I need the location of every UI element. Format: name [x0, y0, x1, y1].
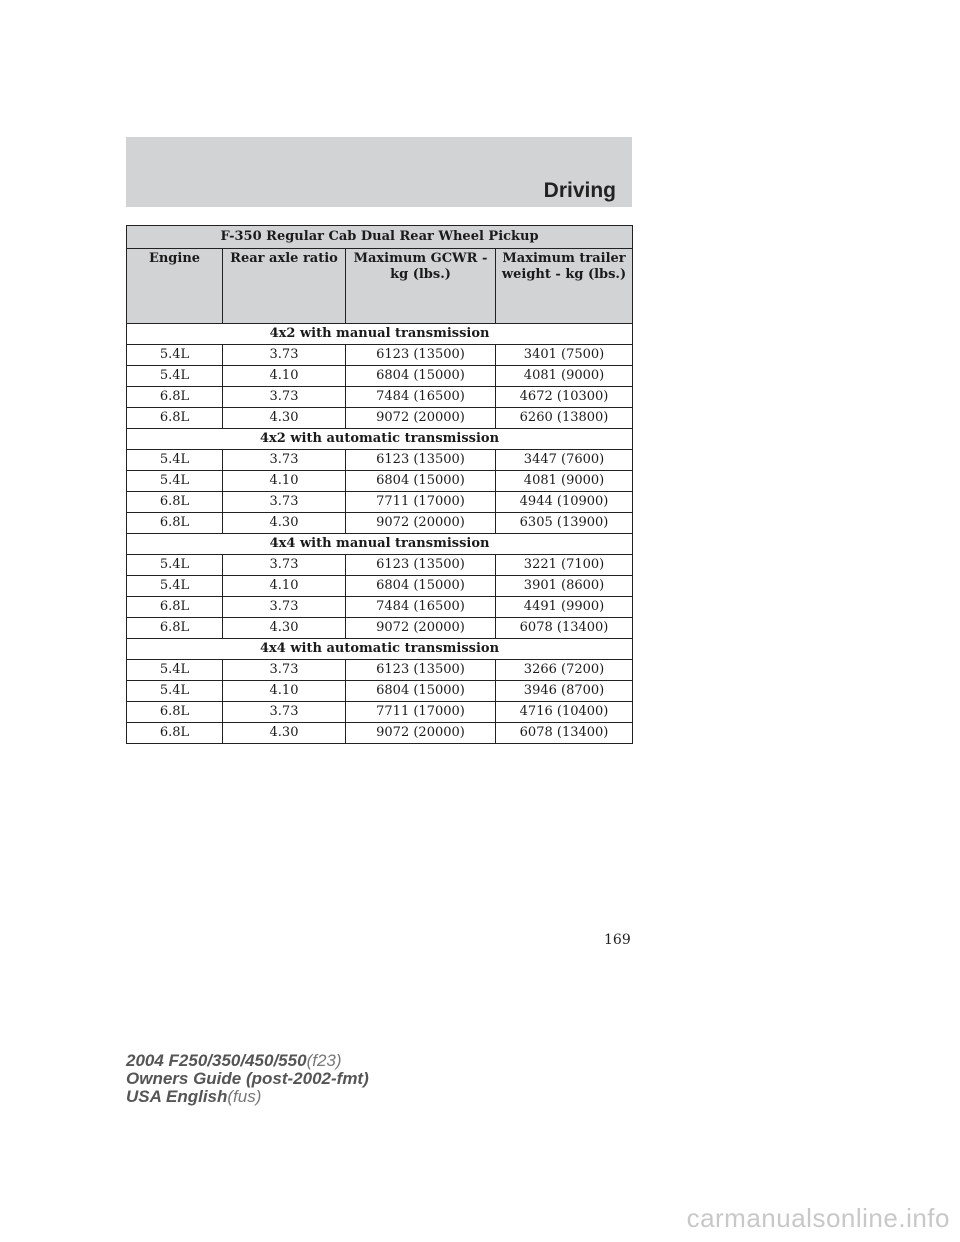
page-number: 169 [604, 932, 631, 948]
table-cell: 9072 (20000) [346, 513, 496, 534]
table-cell: 3447 (7600) [496, 450, 633, 471]
column-header: Maximum trailer weight - kg (lbs.) [496, 249, 633, 324]
watermark: carmanualsonline.info [686, 1203, 950, 1233]
table-row [127, 408, 633, 429]
table-row [127, 597, 633, 618]
table-cell: 3.73 [223, 450, 346, 471]
table-cell: 6.8L [127, 723, 223, 744]
table-cell: 3.73 [223, 702, 346, 723]
table-cell: 6123 (13500) [346, 660, 496, 681]
footer-line-1 [126, 1052, 369, 1070]
table-cell: 3221 (7100) [496, 555, 633, 576]
table-cell: 4.30 [223, 408, 346, 429]
table-cell: 4081 (9000) [496, 471, 633, 492]
group-label: 4x4 with automatic transmission [127, 639, 633, 660]
table-cell: 6.8L [127, 597, 223, 618]
table-row [127, 492, 633, 513]
table-cell: 6123 (13500) [346, 345, 496, 366]
table-cell: 5.4L [127, 660, 223, 681]
table-cell: 5.4L [127, 555, 223, 576]
table-cell: 3.73 [223, 555, 346, 576]
table-row [127, 618, 633, 639]
table-cell: 4.10 [223, 366, 346, 387]
table-cell: 9072 (20000) [346, 723, 496, 744]
table-cell: 6.8L [127, 492, 223, 513]
table-cell: 6804 (15000) [346, 471, 496, 492]
table-cell: 9072 (20000) [346, 408, 496, 429]
group-row [127, 324, 633, 345]
table-row [127, 345, 633, 366]
table-cell: 3.73 [223, 345, 346, 366]
table-row [127, 366, 633, 387]
table-cell: 6305 (13900) [496, 513, 633, 534]
table-row [127, 555, 633, 576]
table-cell: 5.4L [127, 471, 223, 492]
group-row [127, 534, 633, 555]
column-header: Engine [127, 249, 223, 324]
table-cell: 6.8L [127, 513, 223, 534]
table-cell: 3901 (8600) [496, 576, 633, 597]
footer-language-code: (fus) [227, 1087, 262, 1106]
table-cell: 4.10 [223, 471, 346, 492]
table-row [127, 723, 633, 744]
table-row [127, 576, 633, 597]
table-cell: 3.73 [223, 492, 346, 513]
table-cell: 7484 (16500) [346, 597, 496, 618]
table-row [127, 450, 633, 471]
table-cell: 3.73 [223, 387, 346, 408]
table-cell: 3401 (7500) [496, 345, 633, 366]
group-label: 4x4 with manual transmission [127, 534, 633, 555]
table-cell: 6.8L [127, 702, 223, 723]
table-cell: 4491 (9900) [496, 597, 633, 618]
table-cell: 4081 (9000) [496, 366, 633, 387]
table-cell: 5.4L [127, 366, 223, 387]
table-cell: 7711 (17000) [346, 492, 496, 513]
group-label: 4x2 with automatic transmission [127, 429, 633, 450]
table-cell: 6123 (13500) [346, 555, 496, 576]
table-row [127, 660, 633, 681]
table-cell: 6804 (15000) [346, 366, 496, 387]
table-row [127, 513, 633, 534]
table-cell: 4672 (10300) [496, 387, 633, 408]
table-cell: 5.4L [127, 345, 223, 366]
footer-line-2: Owners Guide (post-2002-fmt) [126, 1069, 369, 1088]
table-row [127, 471, 633, 492]
table-row [127, 702, 633, 723]
table-row [127, 681, 633, 702]
table-cell: 6078 (13400) [496, 618, 633, 639]
column-header: Maximum GCWR - kg (lbs.) [346, 249, 496, 324]
table-cell: 4.10 [223, 576, 346, 597]
footer-model: 2004 F250/350/450/550 [126, 1051, 307, 1070]
section-title: Driving [543, 179, 616, 202]
table-cell: 5.4L [127, 576, 223, 597]
footer-model-code: (f23) [306, 1051, 342, 1070]
table-cell: 6.8L [127, 387, 223, 408]
footer-line-3 [126, 1088, 369, 1106]
table-cell: 6123 (13500) [346, 450, 496, 471]
document-footer [126, 1052, 369, 1106]
column-header: Rear axle ratio [223, 249, 346, 324]
table-cell: 6.8L [127, 408, 223, 429]
table-cell: 4716 (10400) [496, 702, 633, 723]
group-label: 4x2 with manual transmission [127, 324, 633, 345]
table-cell: 4.30 [223, 513, 346, 534]
table-cell: 7484 (16500) [346, 387, 496, 408]
table-cell: 5.4L [127, 681, 223, 702]
footer-language: USA English [126, 1087, 228, 1106]
table-cell: 4.30 [223, 618, 346, 639]
table-cell: 6804 (15000) [346, 576, 496, 597]
table-cell: 7711 (17000) [346, 702, 496, 723]
towing-spec-table [126, 225, 633, 744]
table-cell: 5.4L [127, 450, 223, 471]
table-cell: 3946 (8700) [496, 681, 633, 702]
group-row [127, 639, 633, 660]
table-cell: 6260 (13800) [496, 408, 633, 429]
table-title: F-350 Regular Cab Dual Rear Wheel Pickup [127, 226, 633, 249]
table-row [127, 387, 633, 408]
table-cell: 6.8L [127, 618, 223, 639]
table-body [127, 324, 633, 744]
section-header-bar [126, 137, 632, 207]
table-cell: 4.30 [223, 723, 346, 744]
table-cell: 3266 (7200) [496, 660, 633, 681]
table-cell: 4.10 [223, 681, 346, 702]
table-cell: 3.73 [223, 660, 346, 681]
table-cell: 4944 (10900) [496, 492, 633, 513]
table-cell: 3.73 [223, 597, 346, 618]
group-row [127, 429, 633, 450]
table-cell: 6804 (15000) [346, 681, 496, 702]
table-cell: 6078 (13400) [496, 723, 633, 744]
table-cell: 9072 (20000) [346, 618, 496, 639]
